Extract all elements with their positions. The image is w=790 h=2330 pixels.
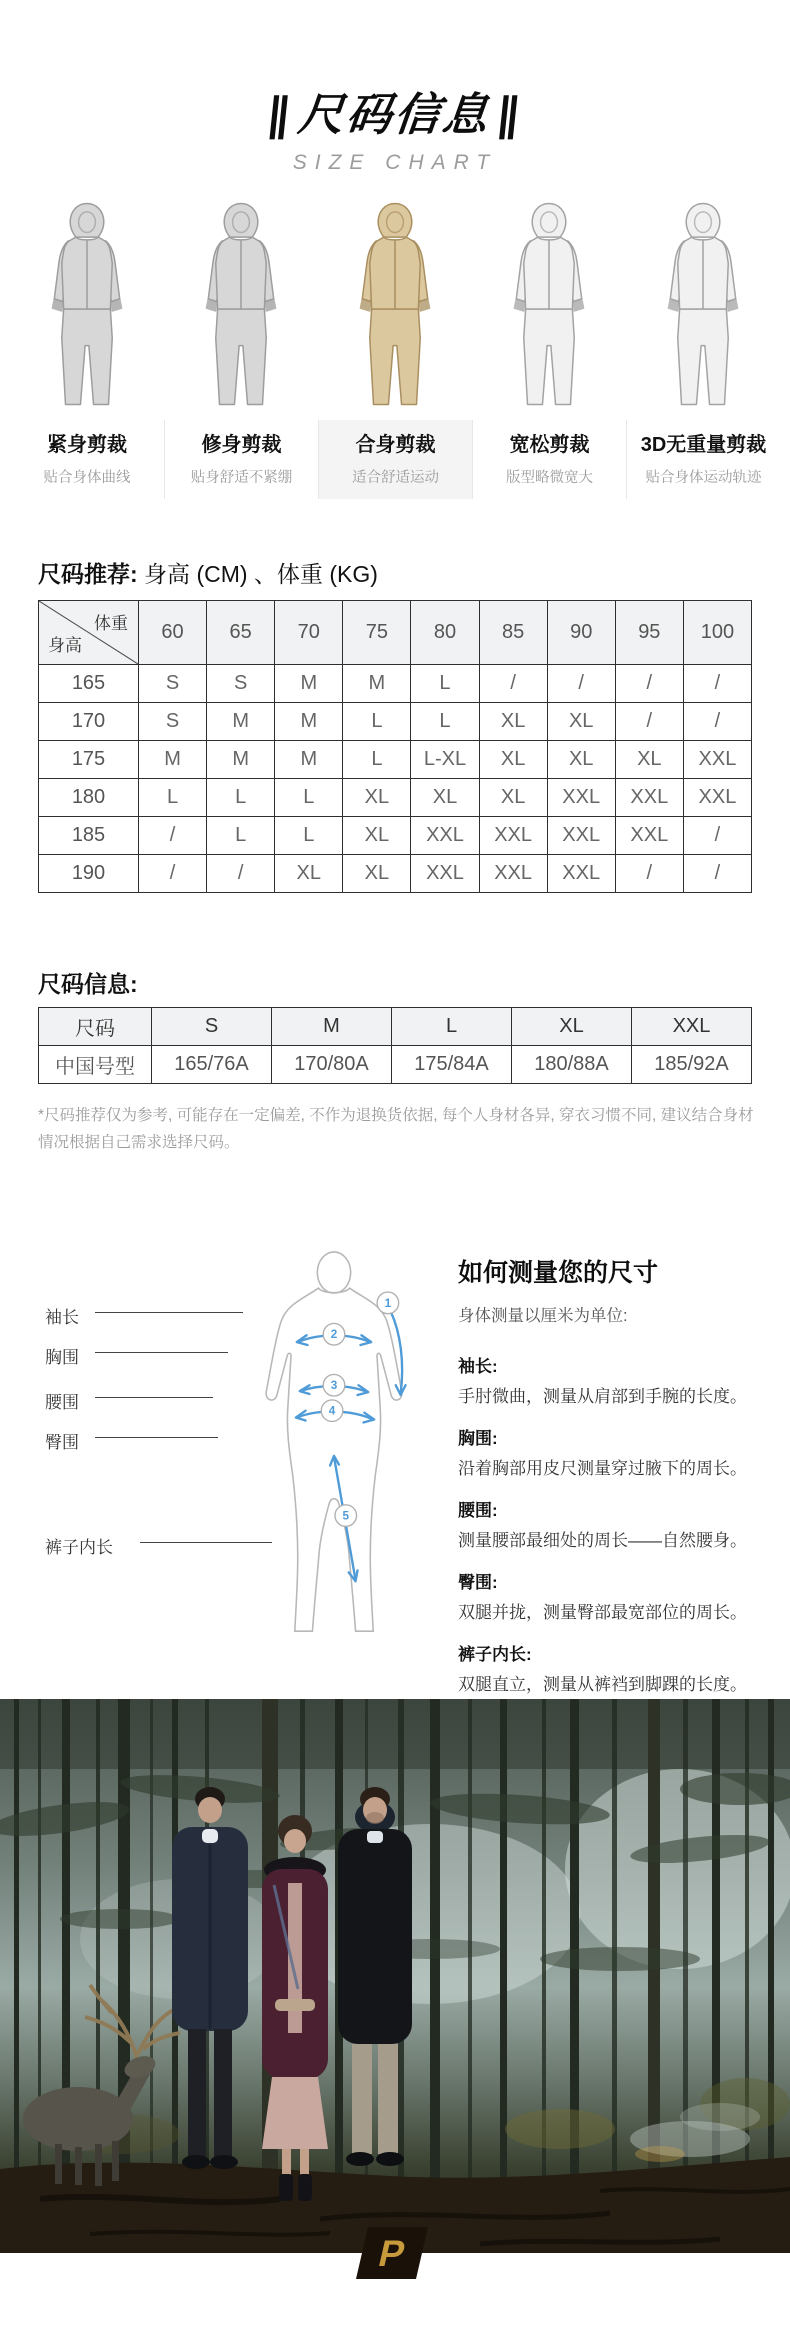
page-subtitle: SIZE CHART <box>292 151 498 174</box>
pointer-line <box>95 1312 243 1313</box>
header <box>0 78 790 175</box>
size-recommend-title <box>38 556 378 589</box>
size-header: XL <box>512 1008 632 1046</box>
size-cell: XXL <box>547 855 615 893</box>
height-cell: 165 <box>39 665 139 703</box>
cn-size-cell: 165/76A <box>152 1046 272 1084</box>
svg-text:3: 3 <box>330 1379 338 1393</box>
person-figure-icon <box>182 196 300 411</box>
page-title: ∥尺码信息∥ <box>0 78 790 143</box>
size-cell: XL <box>275 855 343 893</box>
size-cell: L <box>275 817 343 855</box>
weight-header: 85 <box>479 601 547 665</box>
row-label: 中国号型 <box>39 1046 152 1084</box>
size-cell: / <box>207 855 275 893</box>
measure-label-chest: 胸围 <box>45 1348 79 1367</box>
size-cell: / <box>683 703 751 741</box>
size-cell: / <box>683 665 751 703</box>
fit-desc: 贴合身体运动轨迹 <box>645 470 762 486</box>
title-decor-right: ∥ <box>493 89 525 140</box>
pointer-line <box>95 1437 218 1438</box>
weight-header: 100 <box>683 601 751 665</box>
measure-heading: 如何测量您的尺寸 <box>458 1259 659 1287</box>
fit-name: 合身剪裁 <box>355 434 436 456</box>
person-figure-icon <box>644 196 762 411</box>
size-header: L <box>392 1008 512 1046</box>
fit-desc: 贴身舒适不紧绷 <box>190 470 293 486</box>
size-cell: / <box>683 855 751 893</box>
cn-size-cell: 185/92A <box>632 1046 752 1084</box>
size-cell: M <box>275 703 343 741</box>
size-recommend-title-rest: 身高 (CM) 、体重 (KG) <box>137 561 378 587</box>
size-recommend-title-bold: 尺码推荐: <box>38 561 138 587</box>
weight-header: 90 <box>547 601 615 665</box>
svg-text:4: 4 <box>328 1404 336 1418</box>
size-cell: / <box>683 817 751 855</box>
table-row <box>39 703 752 741</box>
size-cell: S <box>139 703 207 741</box>
diagonal-corner-cell <box>39 601 139 665</box>
disclaimer-text: *尺码推荐仅为参考, 可能存在一定偏差, 不作为退换货依据, 每个人身材各异, 穿衣习惯不同, 建议结合身材情况根据自己需求选择尺码。 <box>38 1107 754 1152</box>
measure-label-sleeve: 袖长 <box>45 1308 79 1327</box>
corner-height-label: 身高 <box>48 636 82 655</box>
measure-label-waist: 腰围 <box>45 1393 79 1412</box>
size-cell: XL <box>547 741 615 779</box>
size-cell: XXL <box>411 817 479 855</box>
fit-option-tight <box>10 420 164 499</box>
person-figure-icon <box>28 196 146 411</box>
corner-weight-label: 体重 <box>94 614 128 633</box>
fit-option-3d <box>626 420 780 499</box>
weight-header: 60 <box>139 601 207 665</box>
size-cell: XXL <box>411 855 479 893</box>
fit-figure-slim <box>164 196 318 411</box>
size-cell: M <box>207 703 275 741</box>
size-cell: M <box>207 741 275 779</box>
table-row <box>39 779 752 817</box>
size-cell: XXL <box>615 817 683 855</box>
weight-header: 95 <box>615 601 683 665</box>
measure-label-hip: 臀围 <box>45 1433 79 1452</box>
size-cell: / <box>615 855 683 893</box>
size-recommend-table <box>38 600 752 893</box>
fit-desc: 适合舒适运动 <box>352 470 439 486</box>
size-cell: L <box>411 665 479 703</box>
size-cell: XL <box>411 779 479 817</box>
size-info-title: 尺码信息: <box>38 971 138 997</box>
measure-markers <box>321 1292 398 1526</box>
size-cell: XL <box>343 779 411 817</box>
size-cell: M <box>343 665 411 703</box>
size-header: XXL <box>632 1008 752 1046</box>
size-cell: XXL <box>683 741 751 779</box>
size-cell: L <box>275 779 343 817</box>
height-cell: 175 <box>39 741 139 779</box>
size-cell: XL <box>615 741 683 779</box>
size-cell: L <box>207 779 275 817</box>
size-cell: L-XL <box>411 741 479 779</box>
svg-text:5: 5 <box>342 1509 350 1523</box>
cn-size-cell: 180/88A <box>512 1046 632 1084</box>
fit-figures-row <box>10 196 780 411</box>
size-cell: XXL <box>547 817 615 855</box>
measure-instructions <box>458 1253 780 1712</box>
measure-section <box>0 1245 790 1694</box>
height-cell: 185 <box>39 817 139 855</box>
size-cell: XL <box>343 855 411 893</box>
size-cell: M <box>275 665 343 703</box>
weight-header: 70 <box>275 601 343 665</box>
fit-desc: 贴合身体曲线 <box>43 470 131 486</box>
measure-arrows <box>296 1312 406 1582</box>
fit-figure-regular-highlighted <box>318 196 472 411</box>
table-row <box>39 665 752 703</box>
size-cell: / <box>615 703 683 741</box>
size-cell: M <box>275 741 343 779</box>
size-cell: XXL <box>683 779 751 817</box>
svg-text:1: 1 <box>384 1296 392 1310</box>
size-header: S <box>152 1008 272 1046</box>
table-row <box>39 741 752 779</box>
table-header-row <box>39 601 752 665</box>
measure-item: 臀围: 双腿并拢，测量臀部最宽部位的周长。 <box>458 1573 747 1622</box>
pointer-line <box>95 1352 228 1353</box>
fit-name: 宽松剪裁 <box>509 434 590 456</box>
size-cell: L <box>343 703 411 741</box>
measure-item: 腰围: 测量腰部最细处的周长——自然腰身。 <box>458 1501 747 1550</box>
svg-text:2: 2 <box>330 1328 338 1342</box>
size-cell: XL <box>479 741 547 779</box>
size-cell: XL <box>479 779 547 817</box>
size-cell: XL <box>547 703 615 741</box>
height-cell: 190 <box>39 855 139 893</box>
person-figure-icon <box>490 196 608 411</box>
woman-center <box>262 1815 328 2201</box>
fit-name: 修身剪裁 <box>201 434 282 456</box>
pointer-line <box>95 1397 213 1398</box>
size-header: 尺码 <box>39 1008 152 1046</box>
brand-logo-letter: P <box>374 2232 410 2274</box>
size-header: M <box>272 1008 392 1046</box>
fit-name: 3D无重量剪裁 <box>640 434 767 456</box>
size-info-table <box>38 1007 752 1084</box>
weight-header: 65 <box>207 601 275 665</box>
measure-subheading: 身体测量以厘米为单位: <box>458 1307 628 1325</box>
cn-size-cell: 170/80A <box>272 1046 392 1084</box>
weight-header: 75 <box>343 601 411 665</box>
size-cell: XXL <box>547 779 615 817</box>
fit-desc: 版型略微宽大 <box>506 470 593 486</box>
height-cell: 170 <box>39 703 139 741</box>
size-cell: S <box>139 665 207 703</box>
size-cell: / <box>139 855 207 893</box>
size-cell: L <box>207 817 275 855</box>
size-cell: / <box>547 665 615 703</box>
table-row <box>39 817 752 855</box>
cn-size-cell: 175/84A <box>392 1046 512 1084</box>
size-cell: XL <box>479 703 547 741</box>
person-figure-icon <box>336 196 454 411</box>
size-cell: L <box>343 741 411 779</box>
lifestyle-photo <box>0 1699 790 2253</box>
fit-option-loose <box>472 420 626 499</box>
size-cell: L <box>411 703 479 741</box>
body-measure-diagram <box>236 1245 432 1645</box>
table-header-row <box>39 1008 752 1046</box>
measure-item: 胸围: 沿着胸部用皮尺测量穿过腋下的周长。 <box>458 1429 747 1478</box>
title-decor-left: ∥ <box>264 89 296 140</box>
fit-option-regular-selected <box>318 420 472 499</box>
size-cell: / <box>479 665 547 703</box>
size-cell: / <box>139 817 207 855</box>
fit-option-slim <box>164 420 318 499</box>
size-cell: M <box>139 741 207 779</box>
size-cell: XL <box>343 817 411 855</box>
size-cell: L <box>139 779 207 817</box>
size-cell: XXL <box>479 817 547 855</box>
fit-name: 紧身剪裁 <box>47 434 127 456</box>
table-row <box>39 855 752 893</box>
weight-header: 80 <box>411 601 479 665</box>
fit-figure-tight <box>10 196 164 411</box>
measure-label-inseam: 裤子内长 <box>45 1538 113 1557</box>
table-row <box>39 1046 752 1084</box>
measure-item: 裤子内长: 双腿直立，测量从裤裆到脚踝的长度。 <box>458 1645 747 1694</box>
fit-labels-row <box>10 420 780 499</box>
size-cell: / <box>615 665 683 703</box>
fit-figure-3d <box>626 196 780 411</box>
fit-figure-loose <box>472 196 626 411</box>
size-cell: XXL <box>615 779 683 817</box>
brand-logo <box>356 2227 428 2279</box>
size-cell: S <box>207 665 275 703</box>
height-cell: 180 <box>39 779 139 817</box>
size-cell: XXL <box>479 855 547 893</box>
measure-item: 袖长: 手肘微曲，测量从肩部到手腕的长度。 <box>458 1357 747 1406</box>
